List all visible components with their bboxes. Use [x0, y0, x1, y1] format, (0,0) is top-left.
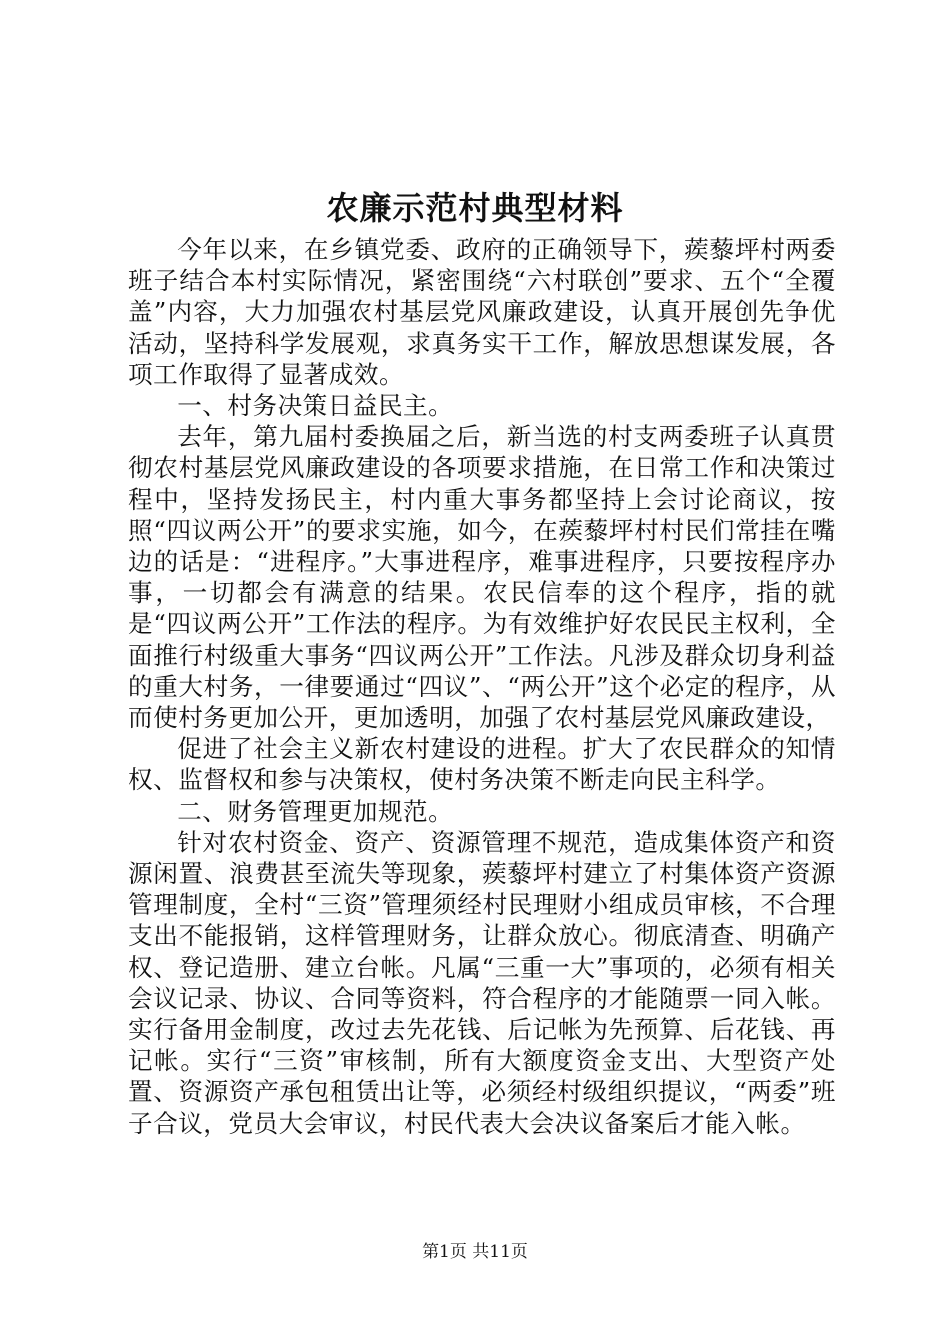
section-heading-2: 二、财务管理更加规范。 — [177, 796, 454, 826]
paragraph-section-2: 针对农村资金、资产、资源管理不规范，造成集体资产和资源闲置、浪费甚至流失等现象，蒺藜坪村建立了村集体资产资源管理制度，全村“三资”管理须经村民理财小组成员审核，不合理支出不能报销，这样管理财务，让群众放心。彻底清查、明确产权、登记造册、建立台帐。凡属“三重一大”事项的，必须有相关会议记录、协议、合同等资料，符合程序的才能随票一同入帐。实行备用金制度，改过去先花钱、后记帐为先预算、后花钱、再记帐。实行“三资”审核制，所有大额度资金支出、大型资产处置、资源资产承包租赁出让等，必须经村级组织提议，“两委”班子合议，党员大会审议，村民代表大会决议备案后才能入帐。 — [128, 827, 836, 1138]
document-body — [128, 234, 836, 1139]
paragraph-intro: 今年以来，在乡镇党委、政府的正确领导下，蒺藜坪村两委班子结合本村实际情况，紧密围绕“六村联创”要求、五个“全覆盖”内容，大力加强农村基层党风廉政建设，认真开展创先争优活动，坚持科学发展观，求真务实干工作，解放思想谋发展，各项工作取得了显著成效。 — [128, 235, 836, 389]
paragraph-section-1: 去年，第九届村委换届之后，新当选的村支两委班子认真贯彻农村基层党风廉政建设的各项要求措施，在日常工作和决策过程中，坚持发扬民主，村内重大事务都坚持上会讨论商议，按照“四议两公开”的要求实施，如今，在蒺藜坪村村民们常挂在嘴边的话是：“进程序。”大事进程序，难事进程序，只要按程序办事，一切都会有满意的结果。农民信奉的这个程序，指的就是“四议两公开”工作法的程序。为有效维护好农民民主权利，全面推行村级重大事务“四议两公开”工作法。凡涉及群众切身利益的重大村务，一律要通过“四议”、“两公开”这个必定的程序，从而使村务更加公开，更加透明，加强了农村基层党风廉政建设， — [128, 422, 836, 733]
page-footer: 第1页 共11页 — [422, 1242, 528, 1262]
paragraph-section-1-cont: 促进了社会主义新农村建设的进程。扩大了农民群众的知情权、监督权和参与决策权，使村务决策不断走向民主科学。 — [128, 734, 836, 795]
section-heading-1: 一、村务决策日益民主。 — [177, 391, 454, 421]
document-title: 农廉示范村典型材料 — [326, 189, 624, 227]
